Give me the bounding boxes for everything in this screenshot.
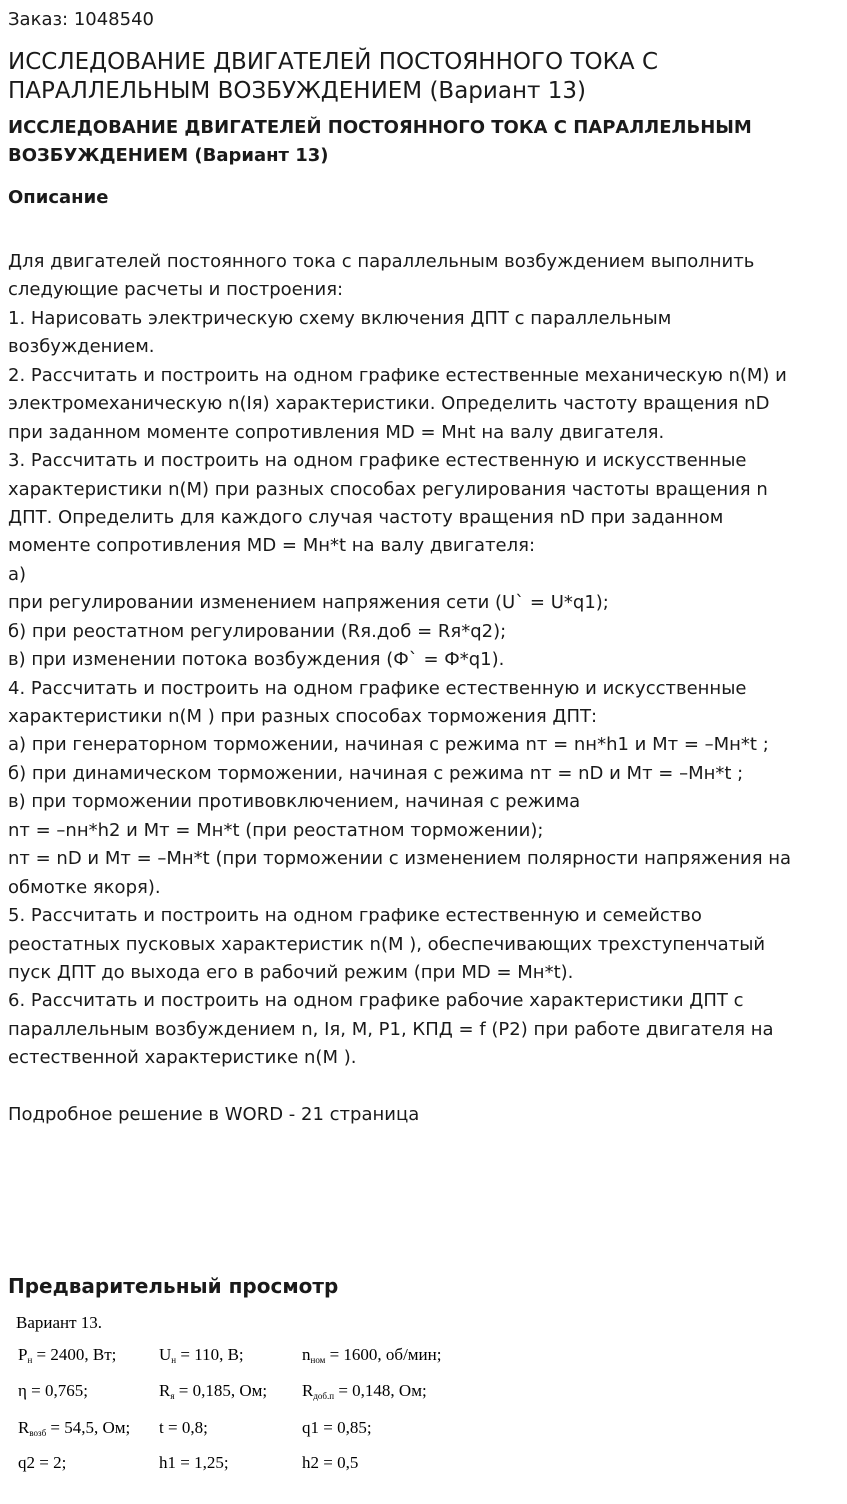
parameter-value: = 2; [35, 1453, 67, 1472]
parameter-symbol: t [159, 1418, 164, 1437]
parameter-subscript: ном [310, 1355, 326, 1365]
parameter-symbol: R [159, 1381, 171, 1400]
description-line: 6. Рассчитать и построить на одном графике рабочие характеристики ДПТ с [8, 990, 744, 1012]
parameter-subscript: я [170, 1391, 175, 1401]
parameter-value: = 1,25; [176, 1453, 229, 1472]
description-line: реостатных пусковых характеристик n(M ), обеспечивающих трехступенчатый [8, 933, 766, 955]
parameter-subscript: доб.п [313, 1391, 335, 1401]
preview-parameter [18, 1417, 130, 1444]
parameter-value: = 0,148, Ом; [334, 1381, 427, 1400]
preview-parameter [302, 1417, 372, 1439]
description-line: ДПТ. Определить для каждого случая частоту вращения nD при заданном [8, 506, 724, 528]
parameter-value: = 0,8; [163, 1418, 208, 1437]
description-line: 5. Рассчитать и построить на одном графике естественную и семейство [8, 905, 702, 927]
parameter-symbol: R [18, 1418, 30, 1437]
description-line: возбуждением. [8, 336, 155, 358]
description-line: характеристики n(M ) при разных способах торможения ДПТ: [8, 706, 598, 727]
preview-parameter [302, 1452, 358, 1474]
page-subtitle: ИССЛЕДОВАНИЕ ДВИГАТЕЛЕЙ ПОСТОЯННОГО ТОКА С ПАРАЛЛЕЛЬНЫМ ВОЗБУЖДЕНИЕМ (Вариант 13) [8, 117, 752, 166]
parameter-subscript: н [27, 1355, 33, 1365]
description-heading: Описание [8, 187, 109, 208]
description-line: электромеханическую n(Iя) характеристики. Определить частоту вращения nD [8, 393, 770, 415]
description-line: б) при динамическом торможении, начиная с режима nт = nD и Mт = –Mн*t ; [8, 762, 744, 784]
preview-parameter [159, 1452, 229, 1474]
preview-heading: Предварительный просмотр [8, 1274, 339, 1298]
description-line: а) [8, 563, 27, 585]
parameter-symbol: U [159, 1345, 172, 1364]
description-body [8, 248, 843, 1130]
description-line: естественной характеристике n(M ). [8, 1047, 357, 1069]
preview-parameter [159, 1417, 208, 1439]
preview-parameter [159, 1380, 267, 1407]
parameter-symbol: q1 [302, 1418, 319, 1437]
description-line: Для двигателей постоянного тока с параллельным возбуждением выполнить [8, 251, 755, 272]
description-line: б) при реостатном регулировании (Rя.доб = Rя*q2); [8, 620, 507, 642]
parameter-subscript: н [171, 1355, 177, 1365]
preview-parameter [159, 1344, 244, 1371]
description-line: параллельным возбуждением n, Iя, M, P1, КПД = f (P2) при работе двигателя на [8, 1018, 774, 1040]
parameter-value: = 0,765; [26, 1381, 88, 1400]
description-line: характеристики n(M) при разных способах регулирования частоты вращения n [8, 478, 768, 500]
description-line: в) при торможении противовключением, начиная с режима [8, 791, 581, 813]
description-line: nт = –nн*h2 и Mт = Mн*t (при реостатном торможении); [8, 819, 544, 841]
description-line: 2. Рассчитать и построить на одном графике естественные механическую n(M) и [8, 364, 787, 386]
preview-parameter [302, 1344, 441, 1371]
description-line: 1. Нарисовать электрическую схему включения ДПТ с параллельным [8, 307, 672, 329]
preview-parameter [302, 1380, 427, 1407]
parameter-value: = 0,85; [319, 1418, 372, 1437]
parameter-value: = 0,5 [319, 1453, 359, 1472]
order-number: Заказ: 1048540 [8, 9, 154, 30]
preview-variant: Вариант 13. [16, 1313, 103, 1332]
parameter-symbol: R [302, 1381, 314, 1400]
description-line: в) при изменении потока возбуждения (Ф` = Ф*q1). [8, 649, 505, 671]
description-line: при регулировании изменением напряжения сети (U` = U*q1); [8, 592, 609, 614]
description-line: пуск ДПТ до выхода его в рабочий режим (при MD = Mн*t). [8, 961, 574, 983]
parameter-subscript: возб [29, 1428, 47, 1438]
preview-parameter [18, 1452, 66, 1474]
description-line: а) при генераторном торможении, начиная с режима nт = nн*h1 и Mт = –Mн*t ; [8, 734, 769, 756]
description-line: 3. Рассчитать и построить на одном графике естественную и искусственные [8, 450, 747, 472]
parameter-symbol: n [302, 1345, 311, 1364]
parameter-value: = 0,185, Ом; [174, 1381, 268, 1400]
parameter-symbol: h1 [159, 1453, 176, 1472]
parameter-symbol: h2 [302, 1453, 319, 1472]
description-line: обмотке якоря). [8, 876, 161, 898]
description-line: моменте сопротивления MD = Mн*t на валу двигателя: [8, 535, 536, 557]
preview-parameter [18, 1344, 116, 1371]
parameter-symbol: P [18, 1345, 28, 1364]
word-note: Подробное решение в WORD - 21 страница [8, 1104, 420, 1126]
description-line: следующие расчеты и построения: [8, 279, 344, 301]
paragraph-gap [8, 1073, 843, 1101]
description-line: nт = nD и Mт = –Mн*t (при торможении с изменением полярности напряжения на [8, 848, 792, 870]
description-line: 4. Рассчитать и построить на одном графике естественную и искусственные [8, 677, 747, 699]
parameter-symbol: η [18, 1381, 27, 1400]
parameter-value: = 110, В; [176, 1345, 244, 1364]
parameter-value: = 1600, об/мин; [325, 1345, 442, 1364]
preview-parameter [18, 1380, 88, 1402]
description-line: при заданном моменте сопротивления MD = Mнt на валу двигателя. [8, 421, 665, 443]
parameter-value: = 2400, Вт; [32, 1345, 117, 1364]
page-title: ИССЛЕДОВАНИЕ ДВИГАТЕЛЕЙ ПОСТОЯННОГО ТОКА С ПАРАЛЛЕЛЬНЫМ ВОЗБУЖДЕНИЕМ (Вариант 13) [8, 49, 659, 104]
parameter-symbol: q2 [18, 1453, 35, 1472]
parameter-value: = 54,5, Ом; [46, 1418, 131, 1437]
